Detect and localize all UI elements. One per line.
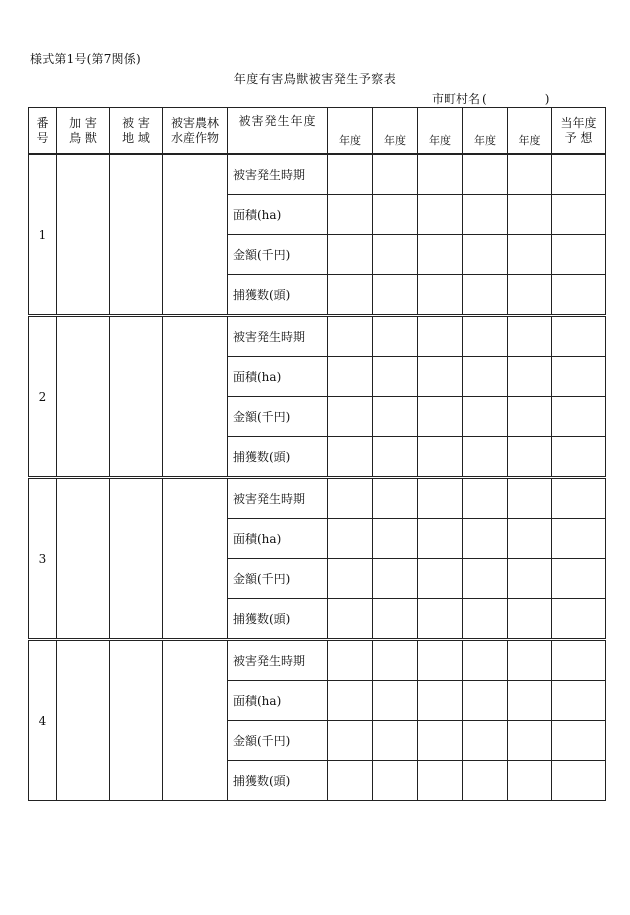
col-header-year-4: 年度	[463, 108, 508, 155]
col-header-year-3: 年度	[418, 108, 463, 155]
municipality-paren-open: (	[482, 92, 487, 106]
year-value-cell[interactable]	[373, 599, 418, 640]
year-value-cell[interactable]	[328, 437, 373, 478]
forecast-value-cell[interactable]	[552, 599, 606, 640]
area-cell[interactable]	[110, 478, 163, 640]
year-value-cell[interactable]	[418, 761, 463, 801]
year-value-cell[interactable]	[373, 437, 418, 478]
damage-forecast-table	[28, 107, 606, 801]
year-value-cell[interactable]	[508, 640, 552, 681]
municipality-paren-close: )	[544, 92, 550, 106]
year-value-cell[interactable]	[418, 154, 463, 195]
area-cell[interactable]	[110, 316, 163, 478]
year-value-cell[interactable]	[328, 559, 373, 599]
year-value-cell[interactable]	[373, 478, 418, 519]
col-header-animal-line2: 鳥 獣	[69, 130, 97, 145]
forecast-value-cell[interactable]	[552, 437, 606, 478]
forecast-value-cell[interactable]	[552, 275, 606, 316]
forecast-value-cell[interactable]	[552, 397, 606, 437]
item-label: 被害発生時期	[228, 316, 328, 357]
year-value-cell[interactable]	[508, 478, 552, 519]
year-value-cell[interactable]	[463, 154, 508, 195]
table-row	[29, 316, 606, 357]
item-label: 捕獲数(頭)	[228, 275, 328, 316]
col-header-number-line1: 番	[36, 115, 49, 130]
year-value-cell[interactable]	[328, 721, 373, 761]
forecast-value-cell[interactable]	[552, 559, 606, 599]
crops-cell[interactable]	[163, 154, 228, 316]
year-value-cell[interactable]	[508, 721, 552, 761]
year-value-cell[interactable]	[508, 235, 552, 275]
forecast-value-cell[interactable]	[552, 761, 606, 801]
item-label: 金額(千円)	[228, 235, 328, 275]
animal-cell[interactable]	[57, 316, 110, 478]
col-header-animal-line1: 加 害	[69, 115, 97, 130]
year-value-cell[interactable]	[328, 235, 373, 275]
year-value-cell[interactable]	[418, 519, 463, 559]
col-header-year-5: 年度	[508, 108, 552, 155]
year-value-cell[interactable]	[373, 681, 418, 721]
animal-cell[interactable]	[57, 154, 110, 316]
col-header-crops	[163, 108, 228, 155]
group-number: 1	[29, 154, 57, 316]
year-value-cell[interactable]	[418, 397, 463, 437]
col-header-forecast-line2: 予 想	[564, 130, 593, 145]
col-header-forecast	[552, 108, 606, 155]
year-value-cell[interactable]	[508, 437, 552, 478]
item-label: 金額(千円)	[228, 721, 328, 761]
year-value-cell[interactable]	[328, 154, 373, 195]
col-header-number-line2: 号	[36, 130, 49, 145]
municipality-field	[432, 90, 549, 107]
forecast-value-cell[interactable]	[552, 154, 606, 195]
year-value-cell[interactable]	[463, 599, 508, 640]
item-label: 面積(ha)	[228, 519, 328, 559]
year-value-cell[interactable]	[418, 599, 463, 640]
forecast-value-cell[interactable]	[552, 235, 606, 275]
table-row	[29, 154, 606, 195]
year-value-cell[interactable]	[508, 599, 552, 640]
year-value-cell[interactable]	[373, 316, 418, 357]
item-label: 捕獲数(頭)	[228, 437, 328, 478]
crops-cell[interactable]	[163, 640, 228, 801]
forecast-value-cell[interactable]	[552, 316, 606, 357]
year-value-cell[interactable]	[373, 640, 418, 681]
year-value-cell[interactable]	[328, 519, 373, 559]
item-label: 被害発生時期	[228, 640, 328, 681]
year-value-cell[interactable]	[418, 437, 463, 478]
year-value-cell[interactable]	[508, 681, 552, 721]
forecast-value-cell[interactable]	[552, 195, 606, 235]
forecast-value-cell[interactable]	[552, 357, 606, 397]
table-body	[29, 154, 606, 801]
year-value-cell[interactable]	[328, 316, 373, 357]
item-label: 面積(ha)	[228, 357, 328, 397]
forecast-value-cell[interactable]	[552, 721, 606, 761]
year-value-cell[interactable]	[328, 599, 373, 640]
year-value-cell[interactable]	[463, 478, 508, 519]
year-value-cell[interactable]	[418, 559, 463, 599]
table-row	[29, 640, 606, 681]
animal-cell[interactable]	[57, 478, 110, 640]
year-value-cell[interactable]	[328, 357, 373, 397]
year-value-cell[interactable]	[418, 721, 463, 761]
year-value-cell[interactable]	[373, 559, 418, 599]
municipality-label: 市町村名	[432, 92, 481, 106]
year-value-cell[interactable]	[328, 195, 373, 235]
year-value-cell[interactable]	[328, 681, 373, 721]
year-value-cell[interactable]	[418, 681, 463, 721]
year-value-cell[interactable]	[508, 397, 552, 437]
year-value-cell[interactable]	[418, 195, 463, 235]
year-value-cell[interactable]	[418, 316, 463, 357]
table-row	[29, 478, 606, 519]
year-value-cell[interactable]	[418, 235, 463, 275]
year-value-cell[interactable]	[508, 316, 552, 357]
group-number: 2	[29, 316, 57, 478]
item-label: 被害発生時期	[228, 154, 328, 195]
year-value-cell[interactable]	[463, 437, 508, 478]
col-header-area-line2: 地 域	[122, 130, 150, 145]
year-value-cell[interactable]	[463, 559, 508, 599]
area-cell[interactable]	[110, 154, 163, 316]
year-value-cell[interactable]	[463, 761, 508, 801]
year-value-cell[interactable]	[373, 519, 418, 559]
item-label: 金額(千円)	[228, 397, 328, 437]
item-label: 捕獲数(頭)	[228, 761, 328, 801]
year-value-cell[interactable]	[508, 519, 552, 559]
group-number: 4	[29, 640, 57, 801]
col-header-items: 被害発生年度	[228, 108, 328, 155]
year-value-cell[interactable]	[373, 195, 418, 235]
col-header-number	[29, 108, 57, 155]
item-label: 面積(ha)	[228, 681, 328, 721]
year-value-cell[interactable]	[373, 275, 418, 316]
col-header-crops-line1: 被害農林	[170, 115, 219, 130]
year-value-cell[interactable]	[463, 316, 508, 357]
year-value-cell[interactable]	[418, 357, 463, 397]
year-value-cell[interactable]	[508, 275, 552, 316]
year-value-cell[interactable]	[328, 761, 373, 801]
year-value-cell[interactable]	[373, 235, 418, 275]
item-label: 金額(千円)	[228, 559, 328, 599]
item-label: 被害発生時期	[228, 478, 328, 519]
year-value-cell[interactable]	[328, 478, 373, 519]
year-value-cell[interactable]	[463, 275, 508, 316]
forecast-value-cell[interactable]	[552, 640, 606, 681]
year-value-cell[interactable]	[508, 559, 552, 599]
form-number: 様式第1号(第7関係)	[30, 52, 141, 66]
year-value-cell[interactable]	[328, 640, 373, 681]
group-number: 3	[29, 478, 57, 640]
year-value-cell[interactable]	[373, 721, 418, 761]
area-cell[interactable]	[110, 640, 163, 801]
year-value-cell[interactable]	[418, 478, 463, 519]
animal-cell[interactable]	[57, 640, 110, 801]
col-header-year-2: 年度	[373, 108, 418, 155]
year-value-cell[interactable]	[463, 519, 508, 559]
year-value-cell[interactable]	[508, 761, 552, 801]
col-header-year-1: 年度	[328, 108, 373, 155]
year-value-cell[interactable]	[463, 721, 508, 761]
year-value-cell[interactable]	[508, 154, 552, 195]
forecast-value-cell[interactable]	[552, 681, 606, 721]
year-value-cell[interactable]	[418, 275, 463, 316]
year-value-cell[interactable]	[508, 357, 552, 397]
year-value-cell[interactable]	[328, 275, 373, 316]
year-value-cell[interactable]	[328, 397, 373, 437]
item-label: 面積(ha)	[228, 195, 328, 235]
crops-cell[interactable]	[163, 316, 228, 478]
year-value-cell[interactable]	[463, 235, 508, 275]
col-header-animal	[57, 108, 110, 155]
col-header-area-line1: 被 害	[122, 115, 150, 130]
year-value-cell[interactable]	[508, 195, 552, 235]
year-value-cell[interactable]	[418, 640, 463, 681]
col-header-crops-line2: 水産作物	[170, 130, 219, 145]
year-value-cell[interactable]	[463, 640, 508, 681]
year-value-cell[interactable]	[373, 761, 418, 801]
col-header-forecast-line1: 当年度	[560, 115, 597, 130]
year-value-cell[interactable]	[373, 397, 418, 437]
year-value-cell[interactable]	[463, 397, 508, 437]
item-label: 捕獲数(頭)	[228, 599, 328, 640]
forecast-value-cell[interactable]	[552, 478, 606, 519]
year-value-cell[interactable]	[463, 195, 508, 235]
header-row	[29, 108, 606, 155]
year-value-cell[interactable]	[463, 357, 508, 397]
document-title: 年度有害鳥獣被害発生予察表	[233, 72, 397, 86]
forecast-value-cell[interactable]	[552, 519, 606, 559]
col-header-area	[110, 108, 163, 155]
year-value-cell[interactable]	[373, 154, 418, 195]
crops-cell[interactable]	[163, 478, 228, 640]
year-value-cell[interactable]	[373, 357, 418, 397]
year-value-cell[interactable]	[463, 681, 508, 721]
